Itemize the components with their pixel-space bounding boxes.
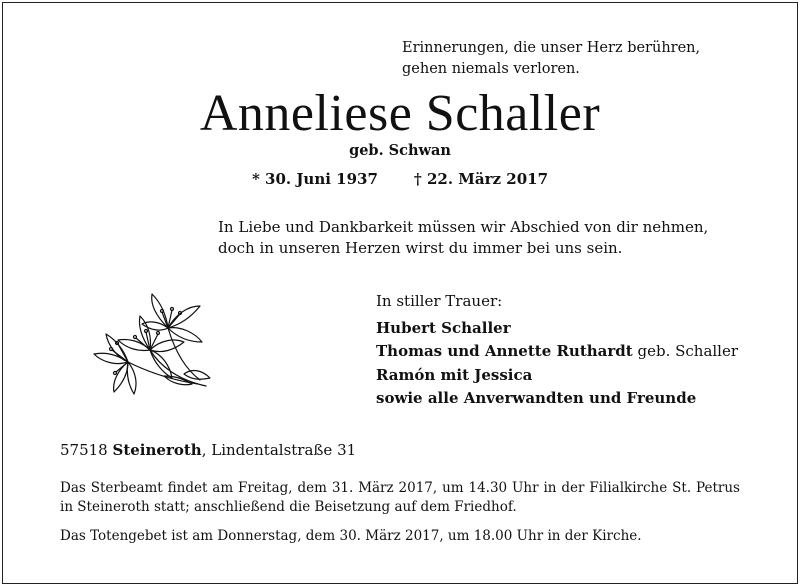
mourner-2-names: Thomas und Annette Ruthardt (376, 342, 633, 360)
address-town: Steineroth (112, 441, 202, 459)
address-street: , Lindentalstraße 31 (201, 441, 357, 459)
funeral-notice: Das Sterbeamt findet am Freitag, dem 31. März 2017, um 14.30 Uhr in der Filialkirche St. Petrus in Steineroth statt; anschließend die Beisetzung auf dem Friedhof. (60, 480, 740, 515)
farewell-line-2: doch in unseren Herzen wirst du immer bei uns sein. (218, 239, 623, 257)
lily-flowers-icon (88, 288, 218, 398)
farewell-text (218, 217, 708, 259)
death-date: † 22. März 2017 (413, 170, 549, 188)
birth-name: geb. Schwan (349, 142, 451, 159)
mourners-block (376, 290, 738, 411)
prayer-notice: Das Totengebet ist am Donnerstag, dem 30. März 2017, um 18.00 Uhr in der Kirche. (60, 528, 642, 544)
birth-date: * 30. Juni 1937 (251, 170, 378, 188)
mourner-4: sowie alle Anverwandten und Freunde (376, 389, 697, 407)
mourner-2 (376, 340, 738, 364)
mourner-2-suffix: geb. Schaller (632, 342, 739, 360)
mourners-intro: In stiller Trauer: (376, 292, 503, 310)
mourner-3: Ramón mit Jessica (376, 365, 533, 384)
motto-line-2: gehen niemals verloren. (402, 61, 580, 77)
life-dates (0, 170, 800, 188)
address-postcode: 57518 (60, 441, 113, 459)
deceased-name: Anneliese Schaller (199, 85, 601, 142)
motto (402, 38, 700, 80)
address (60, 441, 356, 459)
motto-line-1: Erinnerungen, die unser Herz berühren, (402, 40, 701, 56)
farewell-line-1: In Liebe und Dankbarkeit müssen wir Abschied von dir nehmen, (218, 218, 709, 236)
mourner-1: Hubert Schaller (376, 318, 511, 337)
